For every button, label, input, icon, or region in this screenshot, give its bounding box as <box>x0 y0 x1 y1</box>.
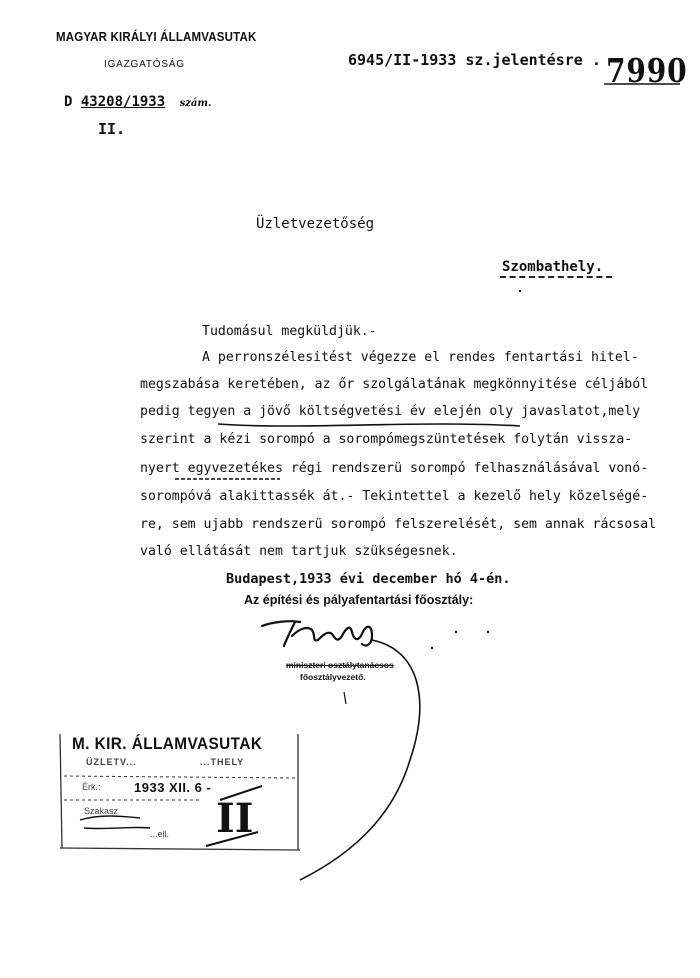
city-underline <box>500 276 612 278</box>
body-line-6: nyert egyvezetékes régi rendszerü sorompó felhasználásával vonó- <box>140 461 649 476</box>
addressee-city: Szombathely. <box>502 259 604 275</box>
body-line-4: pedig tegyen a jövő költségvetési év elején oly javaslatot,mely <box>140 404 641 419</box>
stamp-title: M. KIR. ÁLLAMVASUTAK <box>72 734 263 753</box>
body-line-8: re, sem ujabb rendszerü sorompó felszerelését, sem annak rácsosal <box>140 517 657 532</box>
stamp-subtitle-left: ÜZLETV... <box>86 757 137 767</box>
reference-number: 6945/II-1933 sz.jelentésre . <box>348 51 601 69</box>
signature-icon <box>262 621 372 646</box>
body-line-7: sorompóvá alakittassék át.- Tekintettel a kezelő hely közelségé- <box>140 489 649 504</box>
document-number-value: 43208/1933 <box>80 94 166 110</box>
registry-number: 7990 <box>606 51 688 90</box>
stamp-attachment-label: ...ell. <box>150 829 170 839</box>
department-name: Az építési és pályafentartási főosztály: <box>244 593 474 607</box>
addressee-office: Üzletvezetőség <box>256 216 375 232</box>
closing-date: Budapest,1933 évi december hó 4-én. <box>226 571 511 587</box>
document-prefix: D <box>64 94 73 110</box>
body-line-5: szerint a kézi sorompó a sorompómegszüntetések folytán vissza- <box>140 432 633 447</box>
signatory-title-line-1: miniszteri osztálytanácsos <box>286 660 394 670</box>
section-number: II. <box>98 120 126 138</box>
signatory-title-line-2: főosztályvezető. <box>300 672 366 682</box>
document-number-suffix: szám. <box>179 98 212 109</box>
organization-name: MAGYAR KIRÁLYI ÁLLAMVASUTAK <box>56 30 257 44</box>
body-line-9: való ellátását nem tartjuk szükségesnek. <box>140 544 458 559</box>
stamp-handwritten-roman-numeral: II <box>216 795 254 842</box>
stamp-received-date: 1933 XII. 6 - <box>134 780 212 795</box>
stamp-subtitle-right: ...THELY <box>200 757 245 767</box>
body-line-1: Tudomásul megküldjük.- <box>202 324 377 339</box>
stamp-section-label: Szakasz <box>84 806 119 816</box>
directorate-label: IGAZGATÓSÁG <box>104 59 185 70</box>
stamp-received-label: Érk.: <box>82 782 101 792</box>
document-number <box>64 94 211 110</box>
body-line-3: megszabása keretében, az őr szolgálatának megkönnyitése céljából <box>140 377 649 392</box>
stamp-scribble-icon <box>80 816 150 829</box>
handwritten-underline <box>218 424 520 426</box>
body-line-2: A perronszélesitést végezze el rendes fentartási hitel- <box>202 350 639 365</box>
